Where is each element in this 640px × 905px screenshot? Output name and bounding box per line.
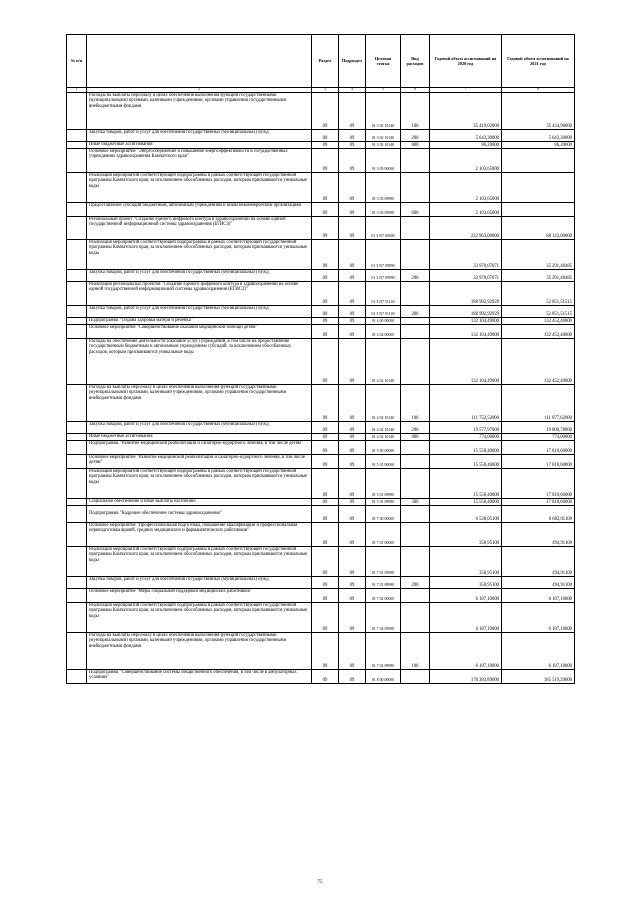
cell-podrazdel: 09	[339, 469, 366, 499]
cell-volume-2021: 494,91100	[502, 523, 575, 547]
cell-num	[67, 130, 87, 142]
cell-target-article: 01 3 02 10140	[366, 130, 401, 142]
cell-razdel: 09	[312, 577, 339, 589]
cell-podrazdel: 09	[339, 240, 366, 270]
cell-num	[67, 306, 87, 318]
cell-volume-2021: 494,91100	[502, 577, 575, 589]
cell-expense-type	[401, 149, 430, 173]
cell-name: Закупка товаров, работ и услуг для обеспечения государственных (муниципальных) нужд	[87, 306, 312, 318]
cell-razdel: 09	[312, 455, 339, 469]
table-row	[67, 469, 575, 499]
cell-razdel: 09	[312, 339, 339, 385]
cell-razdel: 09	[312, 441, 339, 455]
table-row	[67, 670, 575, 684]
cell-volume-2020: 5 643,30000	[430, 130, 502, 142]
cell-name: Предоставление субсидий бюджетным, автономным учреждениям и иным некоммерческим организациям	[87, 203, 312, 217]
cell-volume-2020: 132 104,49000	[430, 318, 502, 325]
cell-podrazdel: 09	[339, 149, 366, 173]
cell-expense-type	[401, 589, 430, 603]
cell-razdel: 09	[312, 130, 339, 142]
cell-name: Основное мероприятие "Профессиональная подготовка, повышение квалификации и профессиональная переподготовка врачей, средних медицинских и фармацевтических работников"	[87, 523, 312, 547]
table-row	[67, 270, 575, 282]
cell-num	[67, 422, 87, 434]
table-row	[67, 240, 575, 270]
cell-razdel: 09	[312, 506, 339, 523]
cell-target-article: 01 4 02 10140	[366, 385, 401, 422]
cell-podrazdel: 09	[339, 203, 366, 217]
cell-volume-2020: 350,95100	[430, 577, 502, 589]
cell-num	[67, 499, 87, 506]
cell-expense-type	[401, 523, 430, 547]
cell-target-article: 01 7 02 09990	[366, 603, 401, 633]
cell-podrazdel: 09	[339, 506, 366, 523]
cell-name: Подпрограмма "Кадровое обеспечение системы здравоохранения"	[87, 506, 312, 523]
cell-podrazdel: 09	[339, 306, 366, 318]
header-name	[87, 35, 312, 88]
cell-podrazdel: 09	[339, 422, 366, 434]
cell-volume-2020: 2 103,65000	[430, 203, 502, 217]
cell-target-article: 01 7 01 00000	[366, 523, 401, 547]
cell-volume-2021: 6 187,10000	[502, 589, 575, 603]
cell-volume-2020: 15 558,40000	[430, 455, 502, 469]
cell-podrazdel: 09	[339, 93, 366, 130]
cell-expense-type	[401, 547, 430, 577]
cell-podrazdel: 09	[339, 270, 366, 282]
table-row	[67, 339, 575, 385]
cell-podrazdel: 09	[339, 385, 366, 422]
cell-expense-type	[401, 325, 430, 339]
table-row	[67, 282, 575, 306]
col-number: 5	[366, 88, 401, 93]
cell-target-article: 01 3 03 09990	[366, 203, 401, 217]
table-row	[67, 217, 575, 240]
cell-target-article: 01 7 01 09990	[366, 577, 401, 589]
cell-num	[67, 325, 87, 339]
cell-num	[67, 441, 87, 455]
cell-name: Основное мероприятие "Развитие медицинской реабилитации и санаторно-курортного лечения, в том числе детям"	[87, 455, 312, 469]
cell-expense-type: 200	[401, 306, 430, 318]
cell-name: Основное мероприятие "Совершенствование оказания медицинской помощи детям"	[87, 325, 312, 339]
cell-target-article: 01 5 01 00000	[366, 455, 401, 469]
cell-num	[67, 385, 87, 422]
cell-volume-2021: 88 143,00000	[502, 217, 575, 240]
cell-target-article: 01 3 03 09990	[366, 173, 401, 203]
cell-name: Расходы на выплаты персоналу в целях обеспечения выполнения функций государственными (муниципальными) органами, казенными учреждениями, органами управления государственными внебюджетными фондами	[87, 633, 312, 670]
cell-expense-type	[401, 173, 430, 203]
cell-volume-2021	[502, 203, 575, 217]
cell-name: Региональный проект "Создание единого цифрового контура в здравоохранении на основе единой государственной информационной системы здравоохранения (ЕГИСЗ)"	[87, 217, 312, 240]
cell-podrazdel: 09	[339, 339, 366, 385]
cell-podrazdel: 09	[339, 441, 366, 455]
cell-volume-2020: 19 577,97000	[430, 422, 502, 434]
cell-name: Закупка товаров, работ и услуг для обеспечения государственных (муниципальных) нужд	[87, 130, 312, 142]
cell-target-article: 01 8 00 00000	[366, 670, 401, 684]
col-number: 4	[339, 88, 366, 93]
cell-volume-2020: 188 992,92929	[430, 282, 502, 306]
cell-name: Реализация мероприятий соответствующей подпрограммы в рамках соответствующей государственной программы Камчатского края, за исключением обособленных расходов, которым присваиваются уникальные коды	[87, 173, 312, 203]
cell-target-article: 01 7 00 00000	[366, 506, 401, 523]
cell-expense-type: 100	[401, 633, 430, 670]
cell-name: Основное мероприятие "Меры социальной поддержки медицинских работников"	[87, 589, 312, 603]
cell-volume-2021: 111 877,62000	[502, 385, 575, 422]
cell-target-article: 01 3 N7 09990	[366, 270, 401, 282]
cell-name: Реализация мероприятий соответствующей подпрограммы в рамках соответствующей государственной программы Камчатского края, за исключением обособленных расходов, которым присваиваются уникальные коды	[87, 603, 312, 633]
cell-razdel: 09	[312, 240, 339, 270]
cell-name: Реализация мероприятий соответствующей подпрограммы в рамках соответствующей государственной программы Камчатского края, за исключением обособленных расходов, которым присваиваются уникальные коды	[87, 240, 312, 270]
table-header-row	[67, 35, 575, 88]
cell-name: Подпрограмма "Совершенствование системы лекарственного обеспечения, в том числе в амбулаторных условиях"	[87, 670, 312, 684]
cell-podrazdel: 09	[339, 633, 366, 670]
table-row	[67, 633, 575, 670]
cell-expense-type	[401, 282, 430, 306]
cell-num	[67, 203, 87, 217]
cell-razdel: 09	[312, 499, 339, 506]
cell-volume-2020: 86,20000	[430, 142, 502, 149]
cell-volume-2021: 17 810,60000	[502, 455, 575, 469]
cell-volume-2020: 6 187,10000	[430, 589, 502, 603]
cell-num	[67, 589, 87, 603]
cell-razdel: 09	[312, 282, 339, 306]
document-page	[66, 34, 574, 684]
cell-podrazdel: 09	[339, 455, 366, 469]
cell-podrazdel: 09	[339, 217, 366, 240]
table-row	[67, 523, 575, 547]
cell-num	[67, 173, 87, 203]
cell-expense-type	[401, 240, 430, 270]
cell-target-article: 01 4 00 00000	[366, 318, 401, 325]
cell-volume-2020: 132 104,49000	[430, 325, 502, 339]
cell-num	[67, 577, 87, 589]
cell-target-article: 01 4 02 10140	[366, 339, 401, 385]
cell-expense-type	[401, 506, 430, 523]
cell-volume-2021: 17 810,60000	[502, 441, 575, 455]
cell-expense-type: 800	[401, 434, 430, 441]
cell-volume-2020: 15 558,40000	[430, 469, 502, 499]
cell-podrazdel: 09	[339, 547, 366, 577]
cell-expense-type: 100	[401, 93, 430, 130]
cell-volume-2020: 35 419,02000	[430, 93, 502, 130]
table-row	[67, 385, 575, 422]
cell-expense-type	[401, 318, 430, 325]
cell-razdel: 09	[312, 270, 339, 282]
cell-razdel: 09	[312, 589, 339, 603]
page-number: 75	[317, 880, 323, 885]
cell-razdel: 09	[312, 547, 339, 577]
cell-num	[67, 547, 87, 577]
table-row	[67, 203, 575, 217]
header-volume-2020: Годовой объем ассигнований на 2020 год	[430, 35, 502, 88]
cell-volume-2020: 2 103,65000	[430, 173, 502, 203]
cell-volume-2021: 52 851,51515	[502, 306, 575, 318]
table-row	[67, 434, 575, 441]
cell-name: Подпрограмма "Охрана здоровья матери и ребенка"	[87, 318, 312, 325]
header-razdel: Раздел	[312, 35, 339, 88]
cell-target-article: 01 4 02 00000	[366, 325, 401, 339]
header-target-article: Целевая статья	[366, 35, 401, 88]
cell-volume-2020: 350,95100	[430, 547, 502, 577]
cell-target-article: 01 5 00 00000	[366, 441, 401, 455]
cell-name: Реализация мероприятий соответствующей подпрограммы в рамках соответствующей государственной программы Камчатского края, за исключением обособленных расходов, которым присваиваются уникальные коды	[87, 469, 312, 499]
cell-name: Расходы на выплаты персоналу в целях обеспечения выполнения функций государственными (муниципальными) органами, казенными учреждениями, органами управления государственными внебюджетными фондами	[87, 385, 312, 422]
cell-volume-2020: 222 963,00000	[430, 217, 502, 240]
col-number: 7	[430, 88, 502, 93]
table-row	[67, 306, 575, 318]
cell-num	[67, 603, 87, 633]
cell-num	[67, 633, 87, 670]
cell-num	[67, 270, 87, 282]
cell-volume-2021: 6 187,10000	[502, 633, 575, 670]
header-podrazdel: Подраздел	[339, 35, 366, 88]
cell-expense-type: 200	[401, 270, 430, 282]
cell-target-article: 01 5 01 09990	[366, 469, 401, 499]
cell-podrazdel: 09	[339, 523, 366, 547]
cell-volume-2021: 19 800,78000	[502, 422, 575, 434]
cell-target-article: 01 3 N7 51140	[366, 306, 401, 318]
cell-podrazdel: 09	[339, 318, 366, 325]
cell-target-article: 01 7 02 09990	[366, 633, 401, 670]
table-row	[67, 499, 575, 506]
cell-volume-2020: 188 992,92929	[430, 306, 502, 318]
cell-volume-2020: 178 383,89000	[430, 670, 502, 684]
cell-expense-type: 200	[401, 422, 430, 434]
cell-expense-type: 200	[401, 577, 430, 589]
cell-podrazdel: 09	[339, 577, 366, 589]
cell-podrazdel: 09	[339, 142, 366, 149]
cell-volume-2021: 86,20000	[502, 142, 575, 149]
cell-razdel: 09	[312, 633, 339, 670]
cell-podrazdel: 09	[339, 325, 366, 339]
cell-expense-type	[401, 217, 430, 240]
cell-expense-type: 100	[401, 385, 430, 422]
budget-table	[66, 34, 575, 684]
cell-num	[67, 217, 87, 240]
cell-volume-2021: 17 810,60000	[502, 469, 575, 499]
cell-volume-2020: 350,95100	[430, 523, 502, 547]
cell-target-article: 01 3 02 10140	[366, 93, 401, 130]
cell-volume-2021: 17 810,60000	[502, 499, 575, 506]
cell-podrazdel: 09	[339, 434, 366, 441]
cell-razdel: 09	[312, 93, 339, 130]
cell-name: Закупка товаров, работ и услуг для обеспечения государственных (муниципальных) нужд	[87, 422, 312, 434]
cell-podrazdel: 09	[339, 173, 366, 203]
cell-num	[67, 142, 87, 149]
cell-volume-2020: 15 558,40000	[430, 499, 502, 506]
table-row	[67, 547, 575, 577]
cell-volume-2020: 6 187,10000	[430, 603, 502, 633]
cell-volume-2021: 35 434,96000	[502, 93, 575, 130]
cell-volume-2021: 52 851,51515	[502, 282, 575, 306]
table-row	[67, 422, 575, 434]
table-row	[67, 506, 575, 523]
cell-razdel: 09	[312, 173, 339, 203]
cell-expense-type: 200	[401, 130, 430, 142]
cell-target-article: 01 3 N7 51140	[366, 282, 401, 306]
cell-name: Иные бюджетные ассигнования	[87, 142, 312, 149]
cell-volume-2021: 132 452,40000	[502, 318, 575, 325]
col-number: 1	[67, 88, 87, 93]
col-number: 3	[312, 88, 339, 93]
col-number: 2	[87, 88, 312, 93]
cell-volume-2020: 774,00000	[430, 434, 502, 441]
cell-name: Подпрограмма "Развитие медицинской реабилитации и санаторно-курортного лечения, в том числе детям"	[87, 441, 312, 455]
cell-volume-2020: 2 103,65000	[430, 149, 502, 173]
table-row	[67, 130, 575, 142]
cell-expense-type	[401, 603, 430, 633]
cell-volume-2020: 6 187,10000	[430, 633, 502, 670]
cell-target-article: 01 3 N7 00000	[366, 217, 401, 240]
cell-target-article: 01 4 02 10140	[366, 422, 401, 434]
cell-target-article: 01 3 02 10140	[366, 142, 401, 149]
header-num: № п/п	[67, 35, 87, 88]
table-row	[67, 603, 575, 633]
header-volume-2021: Годовой объем ассигнований на 2021 год	[502, 35, 575, 88]
cell-num	[67, 282, 87, 306]
cell-num	[67, 318, 87, 325]
cell-target-article: 01 5 01 09990	[366, 499, 401, 506]
table-row	[67, 142, 575, 149]
cell-volume-2021: 132 452,40000	[502, 339, 575, 385]
table-body	[67, 93, 575, 684]
cell-podrazdel: 09	[339, 589, 366, 603]
cell-num	[67, 93, 87, 130]
table-row	[67, 325, 575, 339]
table-row	[67, 173, 575, 203]
cell-volume-2020: 15 558,40000	[430, 441, 502, 455]
cell-expense-type	[401, 670, 430, 684]
cell-name: Основное мероприятие "Энергосбережение и повышение энергоэффективности в государственных учреждениях здравоохранения Камчатского края"	[87, 149, 312, 173]
cell-expense-type	[401, 469, 430, 499]
cell-volume-2021	[502, 173, 575, 203]
cell-expense-type: 600	[401, 203, 430, 217]
cell-volume-2020: 33 970,07071	[430, 240, 502, 270]
cell-target-article: 01 4 02 10140	[366, 434, 401, 441]
cell-num	[67, 469, 87, 499]
cell-volume-2021: 35 291,48485	[502, 270, 575, 282]
cell-volume-2021	[502, 149, 575, 173]
cell-volume-2020: 111 752,52000	[430, 385, 502, 422]
cell-expense-type	[401, 441, 430, 455]
cell-num	[67, 670, 87, 684]
cell-expense-type	[401, 339, 430, 385]
cell-podrazdel: 09	[339, 670, 366, 684]
cell-target-article: 01 3 03 00000	[366, 149, 401, 173]
cell-razdel: 09	[312, 318, 339, 325]
cell-name: Реализация мероприятий соответствующей подпрограммы в рамках соответствующей государственной программы Камчатского края, за исключением обособленных расходов, которым присваиваются уникальные коды	[87, 547, 312, 577]
cell-razdel: 09	[312, 385, 339, 422]
cell-target-article: 01 7 02 00000	[366, 589, 401, 603]
cell-podrazdel: 09	[339, 603, 366, 633]
cell-num	[67, 339, 87, 385]
cell-razdel: 09	[312, 203, 339, 217]
cell-razdel: 09	[312, 422, 339, 434]
table-row	[67, 577, 575, 589]
cell-podrazdel: 09	[339, 499, 366, 506]
cell-razdel: 09	[312, 149, 339, 173]
cell-volume-2020: 6 538,05100	[430, 506, 502, 523]
cell-razdel: 09	[312, 603, 339, 633]
cell-razdel: 09	[312, 217, 339, 240]
cell-volume-2021: 5 643,30000	[502, 130, 575, 142]
col-number: 6	[401, 88, 430, 93]
cell-volume-2020: 33 970,07071	[430, 270, 502, 282]
table-row	[67, 455, 575, 469]
cell-volume-2021: 185 519,29000	[502, 670, 575, 684]
cell-num	[67, 434, 87, 441]
cell-razdel: 09	[312, 670, 339, 684]
cell-num	[67, 149, 87, 173]
table-row	[67, 149, 575, 173]
cell-volume-2021: 774,00000	[502, 434, 575, 441]
cell-volume-2021: 132 452,40000	[502, 325, 575, 339]
cell-name: Расходы на обеспечение деятельности (оказание услуг) учреждений, в том числе на предоставление государственным бюджетным и автономным учреждениям субсидий, за исключением обособленных расходов, которым присваиваются уникальные коды	[87, 339, 312, 385]
cell-volume-2021: 494,91100	[502, 547, 575, 577]
cell-num	[67, 506, 87, 523]
cell-name: Иные бюджетные ассигнования	[87, 434, 312, 441]
cell-podrazdel: 09	[339, 282, 366, 306]
cell-expense-type: 300	[401, 499, 430, 506]
cell-expense-type: 800	[401, 142, 430, 149]
cell-num	[67, 523, 87, 547]
table-row	[67, 441, 575, 455]
table-row	[67, 589, 575, 603]
table-row	[67, 318, 575, 325]
cell-name: Закупка товаров, работ и услуг для обеспечения государственных (муниципальных) нужд	[87, 577, 312, 589]
cell-num	[67, 455, 87, 469]
cell-razdel: 09	[312, 469, 339, 499]
cell-num	[67, 240, 87, 270]
cell-razdel: 09	[312, 142, 339, 149]
cell-name: Реализация региональных проектов "Создание единого цифрового контура в здравоохранении на основе единой государственной информационной системы здравоохранения (ЕГИСЗ)"	[87, 282, 312, 306]
cell-target-article: 01 7 01 09990	[366, 547, 401, 577]
cell-target-article: 01 3 N7 09990	[366, 240, 401, 270]
cell-razdel: 09	[312, 434, 339, 441]
cell-volume-2021: 6 682,01100	[502, 506, 575, 523]
cell-razdel: 09	[312, 325, 339, 339]
cell-volume-2020: 132 104,49000	[430, 339, 502, 385]
cell-name: Социальное обеспечение и иные выплаты населению	[87, 499, 312, 506]
header-expense-type: Вид расходов	[401, 35, 430, 88]
cell-podrazdel: 09	[339, 130, 366, 142]
cell-volume-2021: 6 187,10000	[502, 603, 575, 633]
col-number: 8	[502, 88, 575, 93]
cell-razdel: 09	[312, 523, 339, 547]
table-row	[67, 93, 575, 130]
cell-name: Расходы на выплаты персоналу в целях обеспечения выполнения функций государственными (муниципальными) органами, казенными учреждениями, органами управления государственными внебюджетными фондами	[87, 93, 312, 130]
cell-volume-2021: 35 291,48485	[502, 240, 575, 270]
cell-expense-type	[401, 455, 430, 469]
cell-razdel: 09	[312, 306, 339, 318]
cell-name: Закупка товаров, работ и услуг для обеспечения государственных (муниципальных) нужд	[87, 270, 312, 282]
